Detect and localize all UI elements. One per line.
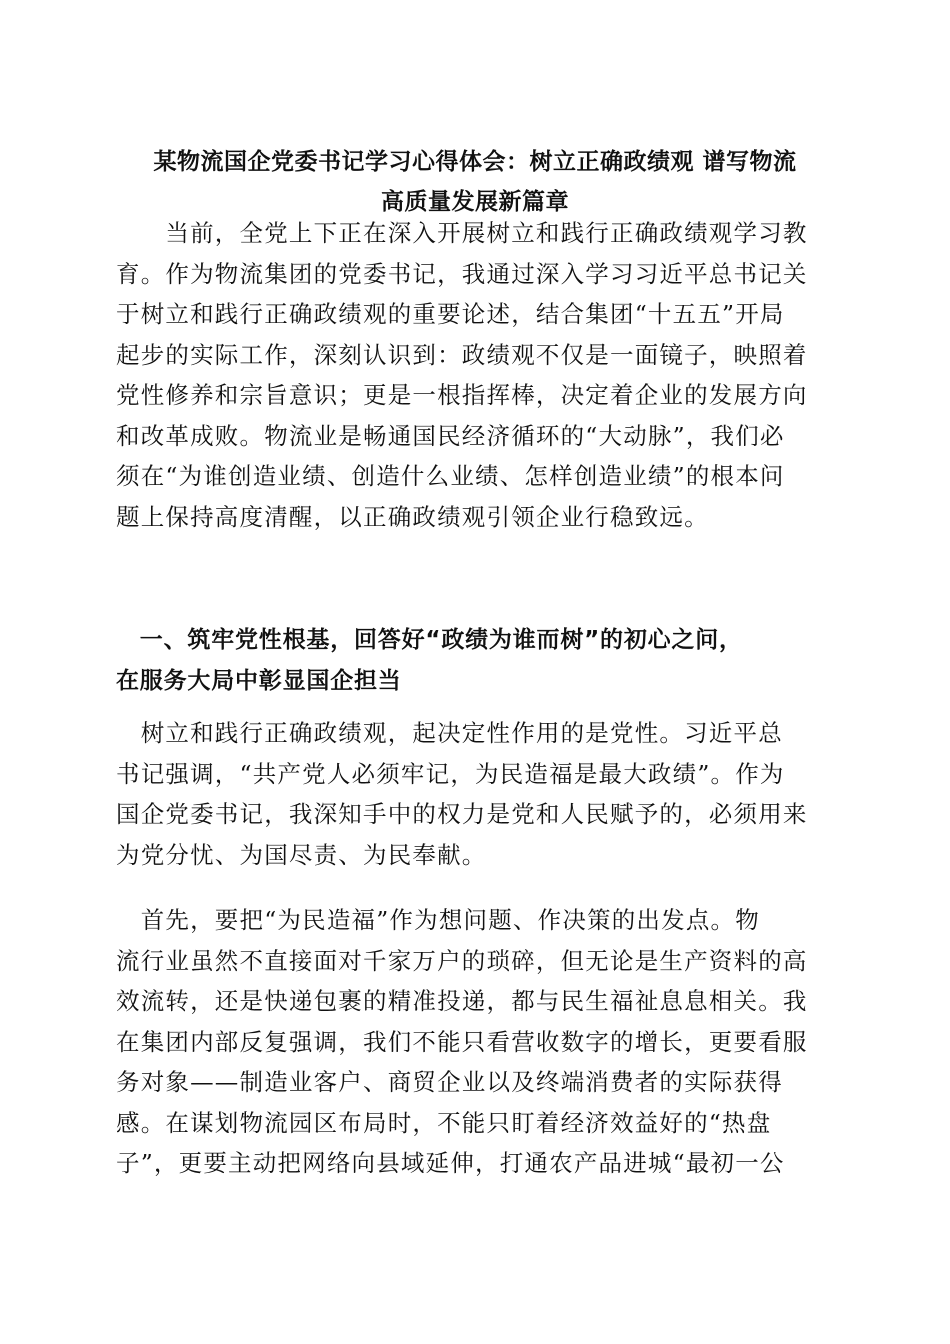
text-line: 当前，全党上下正在深入开展树立和践行正确政绩观学习教	[116, 219, 808, 247]
title-line: 高质量发展新篇章	[381, 189, 569, 215]
paragraph-first-point	[116, 900, 832, 1184]
text-line: 感。在谋划物流园区布局时，不能只盯着经济效益好的“热盘	[116, 1108, 772, 1137]
text-line: 效流转，还是快递包裹的精准投递，都与民生福祉息息相关。我	[116, 987, 808, 1015]
text-line: 党性修养和宗旨意识；更是一根指挥棒，决定着企业的发展方向	[116, 381, 808, 409]
text-line: 育。作为物流集团的党委书记，我通过深入学习习近平总书记关	[116, 259, 808, 288]
text-line: 须在“为谁创造业绩、创造什么业绩、怎样创造业绩”的根本问	[116, 462, 785, 490]
text-line: 在集团内部反复强调，我们不能只看营收数字的增长，更要看服	[116, 1027, 808, 1056]
document-title	[100, 142, 850, 222]
text-line: 首先，要把“为民造福”作为想问题、作决策的出发点。物	[116, 906, 760, 934]
text-line: 为党分忧、为国尽责、为民奉献。	[116, 840, 487, 869]
text-line: 国企党委书记，我深知手中的权力是党和人民赋予的，必须用来	[116, 800, 808, 828]
text-line: 书记强调，“共产党人必须牢记，为民造福是最大政绩”。作为	[116, 759, 785, 788]
text-line: 于树立和践行正确政绩观的重要论述，结合集团“十五五”开局	[116, 300, 785, 328]
section-heading-1	[116, 620, 832, 702]
text-line: 流行业虽然不直接面对千家万户的琐碎，但无论是生产资料的高	[116, 946, 808, 975]
heading-line: 在服务大局中彰显国企担当	[116, 668, 402, 694]
title-line: 某物流国企党委书记学习心得体会：树立正确政绩观 谱写物流	[153, 149, 797, 175]
paragraph-intro	[116, 213, 832, 537]
heading-line: 一、筑牢党性根基，回答好“政绩为谁而树”的初心之问，	[116, 627, 743, 653]
paragraph-section-1	[116, 713, 832, 875]
text-line: 树立和践行正确政绩观，起决定性作用的是党性。习近平总	[116, 719, 783, 747]
text-line: 子”，更要主动把网络向县域延伸，打通农产品进城“最初一公	[116, 1149, 785, 1177]
text-line: 起步的实际工作，深刻认识到：政绩观不仅是一面镜子，映照着	[116, 340, 808, 369]
text-line: 务对象——制造业客户、商贸企业以及终端消费者的实际获得	[116, 1068, 783, 1096]
text-line: 和改革成败。物流业是畅通国民经济循环的“大动脉”，我们必	[116, 421, 785, 450]
text-line: 题上保持高度清醒，以正确政绩观引领企业行稳致远。	[116, 502, 709, 531]
